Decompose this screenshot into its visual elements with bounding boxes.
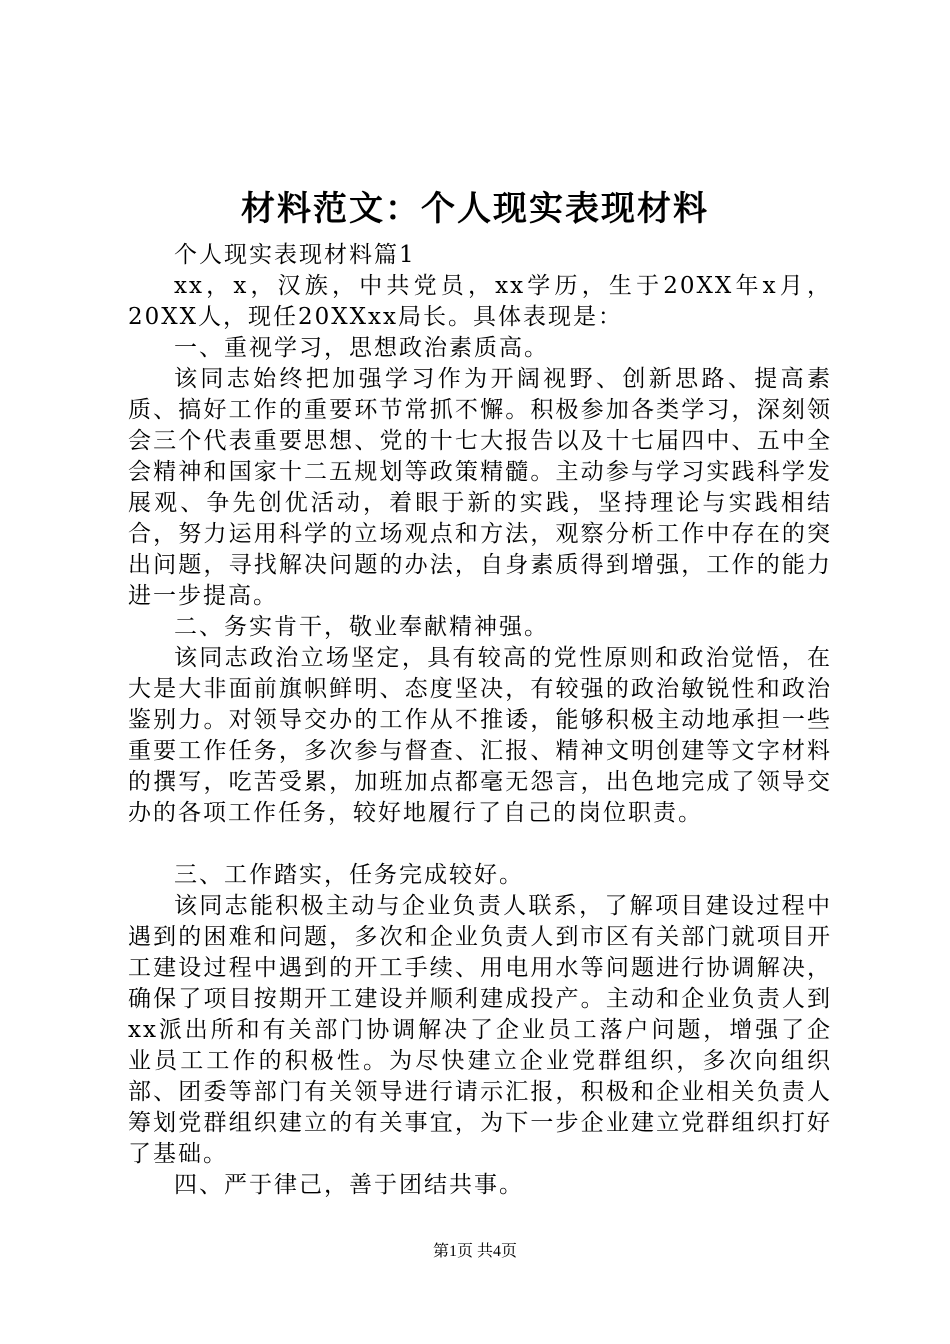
paragraph: 该同志能积极主动与企业负责人联系，了解项目建设过程中遇到的困难和问题，多次和企业负责人到市区有关部门就项目开工建设过程中遇到的开工手续、用电用水等问题进行协调解决，确保了项目按期开工建设并顺利建成投产。主动和企业负责人到xx派出所和有关部门协调解决了企业员工落户问题，增强了企业员工工作的积极性。为尽快建立企业党群组织，多次向组织部、团委等部门有关领导进行请示汇报，积极和企业相关负责人筹划党群组织建立的有关事宜，为下一步企业建立党群组织打好了基础。 bbox=[128, 893, 832, 1167]
paragraph: xx，x，汉族，中共党员，xx学历，生于20XX年x月，20XX人，现任20XXxx局长。具体表现是： bbox=[128, 273, 832, 330]
document-title: 材料范文：个人现实表现材料 bbox=[241, 189, 709, 229]
section-heading: 个人现实表现材料篇1 bbox=[174, 242, 416, 268]
paragraph: 该同志政治立场坚定，具有较高的党性原则和政治觉悟，在大是大非面前旗帜鲜明、态度坚决，有较强的政治敏锐性和政治鉴别力。对领导交办的工作从不推诿，能够积极主动地承担一些重要工作任务，多次参与督查、汇报、精神文明创建等文字材料的撰写，吃苦受累，加班加点都毫无怨言，出色地完成了领导交办的各项工作任务，较好地履行了自己的岗位职责。 bbox=[128, 645, 832, 826]
paragraph: 二、务实肯干，敬业奉献精神强。 bbox=[174, 614, 549, 640]
document-body bbox=[128, 240, 832, 1201]
paragraph: 一、重视学习，思想政治素质高。 bbox=[174, 335, 549, 361]
page-footer: 第1页 共4页 bbox=[432, 1243, 517, 1260]
paragraph: 四、严于律己，善于团结共事。 bbox=[174, 1172, 524, 1198]
paragraph: 该同志始终把加强学习作为开阔视野、创新思路、提高素质、搞好工作的重要环节常抓不懈。积极参加各类学习，深刻领会三个代表重要思想、党的十七大报告以及十七届四中、五中全会精神和国家十二五规划等政策精髓。主动参与学习实践科学发展观、争先创优活动，着眼于新的实践，坚持理论与实践相结合，努力运用科学的立场观点和方法，观察分析工作中存在的突出问题，寻找解决问题的办法，自身素质得到增强，工作的能力进一步提高。 bbox=[128, 366, 832, 609]
paragraph: 三、工作踏实，任务完成较好。 bbox=[174, 862, 524, 888]
